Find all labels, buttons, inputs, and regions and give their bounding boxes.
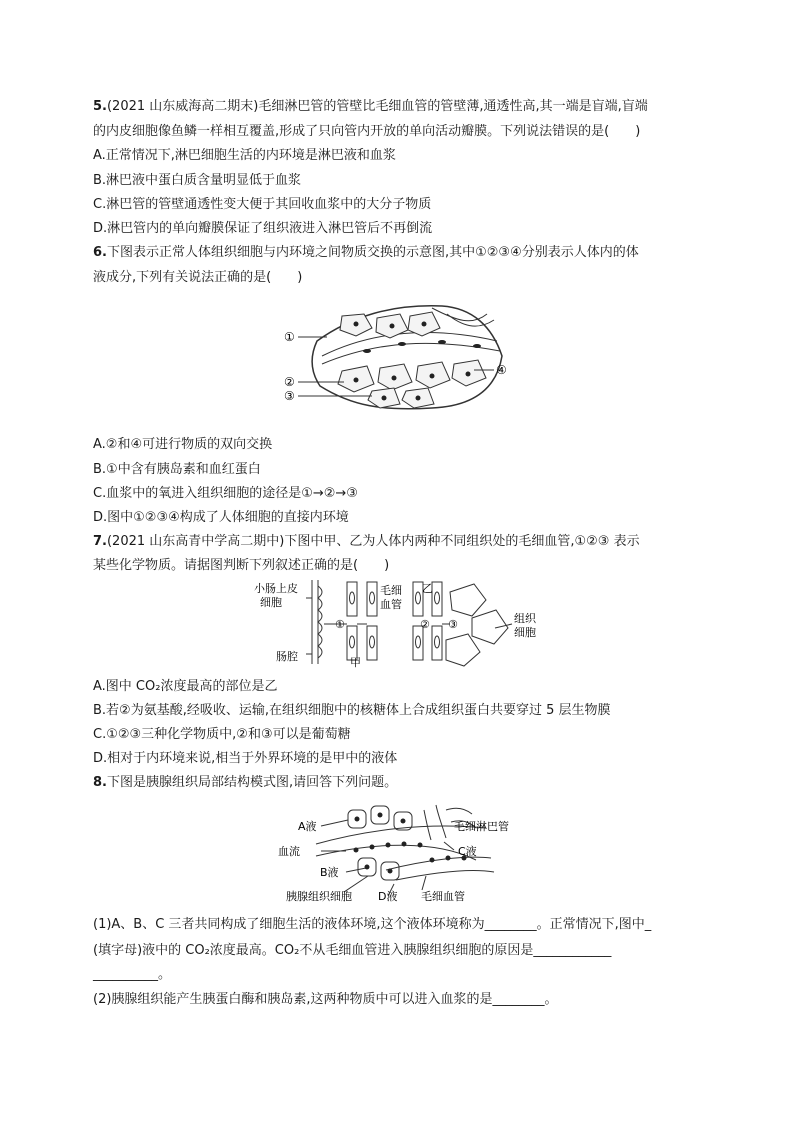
q8-sub2: (2)胰腺组织能产生胰蛋白酶和胰岛素,这两种物质中可以进入血浆的是________。 (93, 992, 558, 1007)
q7-number: 7. (93, 534, 107, 549)
q6-number: 6. (93, 245, 107, 260)
q8-sub1-line2: (填字母)液中的 CO₂浓度最高。CO₂不从毛细血管进入胰腺组织细胞的原因是____________ (93, 943, 612, 958)
q7-option-d: D.相对于内环境来说,相当于外界环境的是甲中的液体 (93, 751, 398, 766)
q7-label-jia: 甲 (350, 656, 361, 669)
q8-label-cell: 胰腺组织细胞 (286, 890, 352, 903)
q8-number: 8. (93, 775, 107, 790)
q6-stem-text-1: 下图表示正常人体组织细胞与内环境之间物质交换的示意图,其中①②③④分别表示人体内的体 (106, 245, 639, 260)
q8-label-capillary: 毛细血管 (421, 890, 465, 903)
q5-stem-text-1: (2021 山东威海高二期末)毛细淋巴管的管壁比毛细血管的管壁薄,通透性高,其一端是盲端,盲端 (106, 99, 648, 114)
q8-label-blood: 血流 (278, 845, 300, 858)
q7-label-m3: ③ (448, 618, 458, 631)
q7-capillary-figure (250, 578, 550, 673)
q7-option-b: B.若②为氨基酸,经吸收、运输,在组织细胞中的核糖体上合成组织蛋白共要穿过 5 层生物膜 (93, 703, 611, 718)
q6-option-b: B.①中含有胰岛素和血红蛋白 (93, 462, 261, 477)
q6-fig-label-1: ① (284, 330, 295, 344)
q8-label-lymph: 毛细淋巴管 (454, 820, 509, 833)
q8-label-a: A液 (298, 820, 317, 833)
q8-sub1-line3: __________。 (93, 967, 172, 982)
q7-label-yi: 乙 (422, 582, 433, 595)
q6-stem-line2: 液成分,下列有关说法正确的是( ) (93, 270, 303, 285)
q6-fig-label-4: ④ (496, 363, 507, 377)
q7-stem-line1 (93, 532, 640, 552)
q5-stem-line2: 的内皮细胞像鱼鳞一样相互覆盖,形成了只向管内开放的单向活动瓣膜。下列说法错误的是( ) (93, 124, 641, 139)
q7-label-capillary-2: 血管 (380, 598, 402, 611)
q7-label-tissue-2: 细胞 (514, 626, 536, 639)
q5-option-b: B.淋巴液中蛋白质含量明显低于血浆 (93, 173, 302, 188)
q8-stem-line1 (93, 773, 397, 793)
q5-option-d: D.淋巴管内的单向瓣膜保证了组织液进入淋巴管后不再倒流 (93, 221, 433, 236)
q8-label-d: D液 (378, 890, 398, 903)
q7-label-capillary-1: 毛细 (380, 584, 402, 597)
q6-option-d: D.图中①②③④构成了人体细胞的直接内环境 (93, 510, 349, 525)
q7-option-a: A.图中 CO₂浓度最高的部位是乙 (93, 679, 278, 694)
q7-label-epithelium-2: 细胞 (260, 596, 282, 609)
q7-label-epithelium-1: 小肠上皮 (254, 582, 298, 595)
q6-option-c: C.血浆中的氧进入组织细胞的途径是①→②→③ (93, 486, 358, 501)
q8-sub1-line1: (1)A、B、C 三者共同构成了细胞生活的液体环境,这个液体环境称为________。正常情况下,图中_ (93, 917, 652, 932)
q8-pancreas-figure (276, 800, 526, 905)
q5-option-c: C.淋巴管的管壁通透性变大便于其回收血浆中的大分子物质 (93, 197, 432, 212)
q6-stem-line1 (93, 243, 639, 263)
q5-option-a: A.正常情况下,淋巴细胞生活的内环境是淋巴液和血浆 (93, 148, 396, 163)
q7-label-m1: ① (335, 618, 345, 631)
q7-stem-text-1: (2021 山东高青中学高二期中)下图中甲、乙为人体内两种不同组织处的毛细血管,①②③ 表示 (106, 534, 640, 549)
q7-label-lumen: 肠腔 (276, 650, 298, 663)
q6-fig-label-3: ③ (284, 389, 295, 403)
q8-label-c: C液 (458, 845, 477, 858)
q7-option-c: C.①②③三种化学物质中,②和③可以是葡萄糖 (93, 727, 351, 742)
q7-label-m2: ② (420, 618, 430, 631)
q7-label-tissue-1: 组织 (514, 612, 536, 625)
q5-stem-line1 (93, 97, 648, 117)
q5-number: 5. (93, 99, 107, 114)
q6-tissue-figure (282, 296, 522, 416)
q6-fig-label-2: ② (284, 375, 295, 389)
q8-stem-text-1: 下图是胰腺组织局部结构模式图,请回答下列问题。 (106, 775, 398, 790)
q7-stem-line2: 某些化学物质。请据图判断下列叙述正确的是( ) (93, 558, 390, 573)
q8-label-b: B液 (320, 866, 339, 879)
q6-option-a: A.②和④可进行物质的双向交换 (93, 437, 273, 452)
